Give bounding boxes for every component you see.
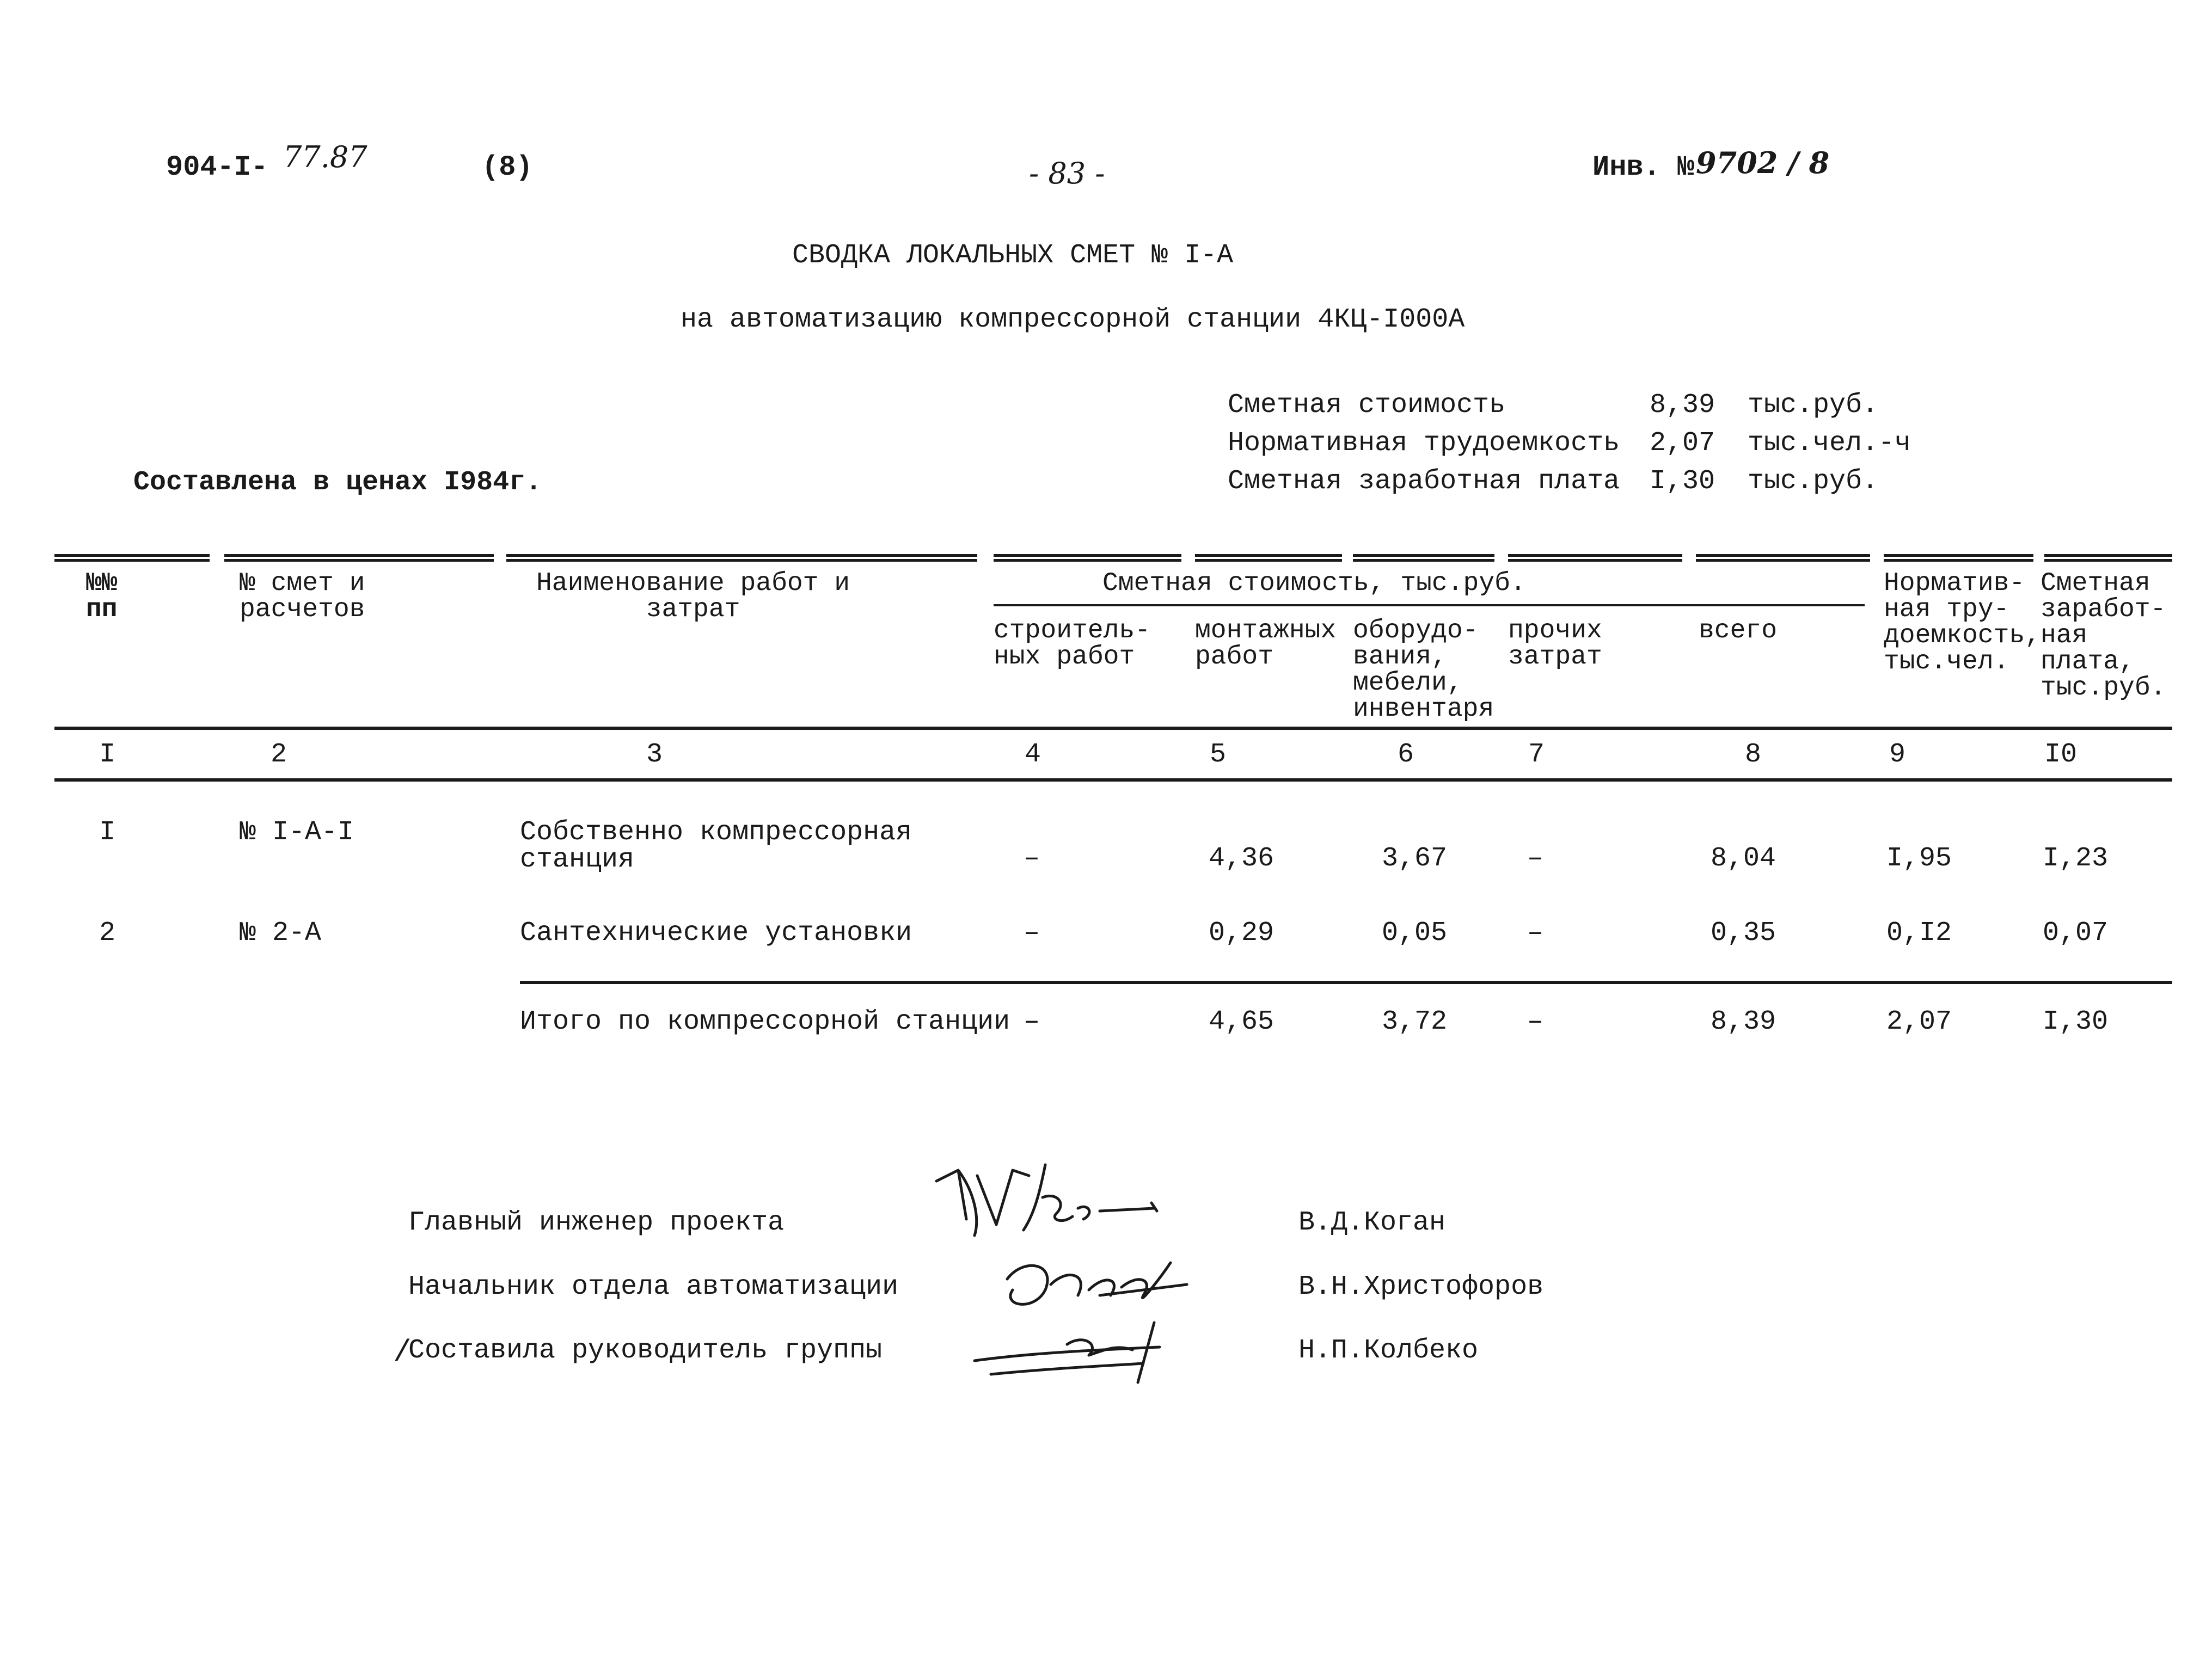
total-equipment: 3,72: [1382, 1006, 1448, 1037]
col-header-number: №№ пп: [86, 569, 118, 624]
cell-labor: I,95: [1886, 843, 1952, 874]
cell-other: –: [1527, 918, 1544, 949]
row-number: 2: [99, 918, 116, 949]
column-number: 7: [1528, 739, 1545, 770]
signer-name: Н.П.Колбеко: [1298, 1335, 1479, 1366]
column-number: 2: [271, 739, 287, 770]
col-header-total: всего: [1699, 616, 1778, 646]
summary-unit: тыс.чел.-ч: [1748, 428, 1911, 459]
cell-installation: 0,29: [1209, 918, 1274, 949]
cell-installation: 4,36: [1209, 843, 1274, 874]
col-header-cost-group: Сметная стоимость, тыс.руб.: [1102, 569, 1526, 598]
column-number: 8: [1745, 739, 1762, 770]
col-header-other: прочих затрат: [1508, 616, 1602, 672]
total-sum: 8,39: [1711, 1006, 1776, 1037]
signer-role: Составила руководитель группы: [408, 1335, 883, 1366]
prices-note: Составлена в ценах I984г.: [133, 467, 542, 498]
column-number: I0: [2044, 739, 2078, 770]
cell-wages: 0,07: [2043, 918, 2109, 949]
col-header-installation: монтажных работ: [1195, 616, 1337, 672]
row-work-name: Сантехнические установки: [520, 918, 912, 949]
cell-wages: I,23: [2043, 843, 2109, 874]
cost-group-rule: [994, 604, 1865, 606]
signer-name: В.Н.Христофоров: [1298, 1271, 1544, 1302]
total-rule: [520, 981, 2172, 984]
summary-unit: тыс.руб.: [1748, 390, 1879, 421]
sheet-number: (8): [482, 151, 533, 183]
slash-mark: /: [393, 1335, 412, 1370]
col-header-construction: строитель- ных работ: [994, 616, 1151, 672]
col-header-equipment: оборудо- вания, мебели, инвентаря: [1353, 616, 1494, 724]
page-number: - 83 -: [1029, 156, 1105, 190]
header-bottom-rule: [54, 727, 2172, 730]
cell-construction: –: [1024, 843, 1040, 874]
summary-value: 2,07: [1650, 428, 1715, 459]
row-work-name: Собственно компрессорная станция: [520, 817, 912, 875]
cell-other: –: [1527, 843, 1544, 874]
total-other: –: [1527, 1006, 1544, 1037]
cell-labor: 0,I2: [1886, 918, 1952, 949]
document-subtitle: на автоматизацию компрессорной станции 4КЦ-I000А: [681, 304, 1465, 335]
signer-role: Начальник отдела автоматизации: [408, 1271, 899, 1302]
row-estimate-ref: № I-А-I: [240, 817, 354, 848]
total-label: Итого по компрессорной станции: [520, 1006, 1010, 1037]
signer-name: В.Д.Коган: [1298, 1207, 1446, 1238]
col-header-work-name: Наименование работ и затрат: [536, 569, 850, 624]
column-number: I: [99, 739, 116, 770]
total-labor: 2,07: [1886, 1006, 1952, 1037]
row-number: I: [99, 817, 116, 848]
summary-label: Сметная заработная плата: [1228, 466, 1620, 497]
inventory-label: Инв. №: [1592, 151, 1695, 183]
cell-total: 0,35: [1711, 918, 1776, 949]
doc-code-handwritten: 77.87: [283, 140, 367, 174]
total-wages: I,30: [2043, 1006, 2109, 1037]
summary-label: Нормативная трудоемкость: [1228, 428, 1620, 459]
document-title: СВОДКА ЛОКАЛЬНЫХ СМЕТ № I-А: [792, 240, 1234, 271]
signer-role: Главный инженер проекта: [408, 1207, 785, 1238]
column-number: 9: [1889, 739, 1906, 770]
summary-value: I,30: [1650, 466, 1715, 497]
column-number: 4: [1025, 739, 1041, 770]
summary-value: 8,39: [1650, 390, 1715, 421]
total-construction: –: [1024, 1006, 1040, 1037]
inventory-number-handwritten: 9702 / 8: [1696, 145, 1830, 180]
column-number: 6: [1398, 739, 1414, 770]
column-number: 5: [1210, 739, 1227, 770]
col-header-estimate-ref: № смет и расчетов: [240, 569, 365, 624]
handwritten-signatures: [926, 1159, 1252, 1399]
col-header-wages: Сметная заработ- ная плата, тыс.руб.: [2041, 569, 2166, 703]
summary-unit: тыс.руб.: [1748, 466, 1879, 497]
cell-equipment: 3,67: [1382, 843, 1448, 874]
doc-code: 904-I-: [166, 151, 268, 183]
cell-construction: –: [1024, 918, 1040, 949]
column-numbers-rule: [54, 778, 2172, 782]
cell-equipment: 0,05: [1382, 918, 1448, 949]
col-header-labor: Норматив- ная тру- доемкость, тыс.чел.: [1884, 569, 2041, 677]
summary-label: Сметная стоимость: [1228, 390, 1506, 421]
total-installation: 4,65: [1209, 1006, 1274, 1037]
row-estimate-ref: № 2-А: [240, 918, 322, 949]
cell-total: 8,04: [1711, 843, 1776, 874]
column-number: 3: [646, 739, 663, 770]
